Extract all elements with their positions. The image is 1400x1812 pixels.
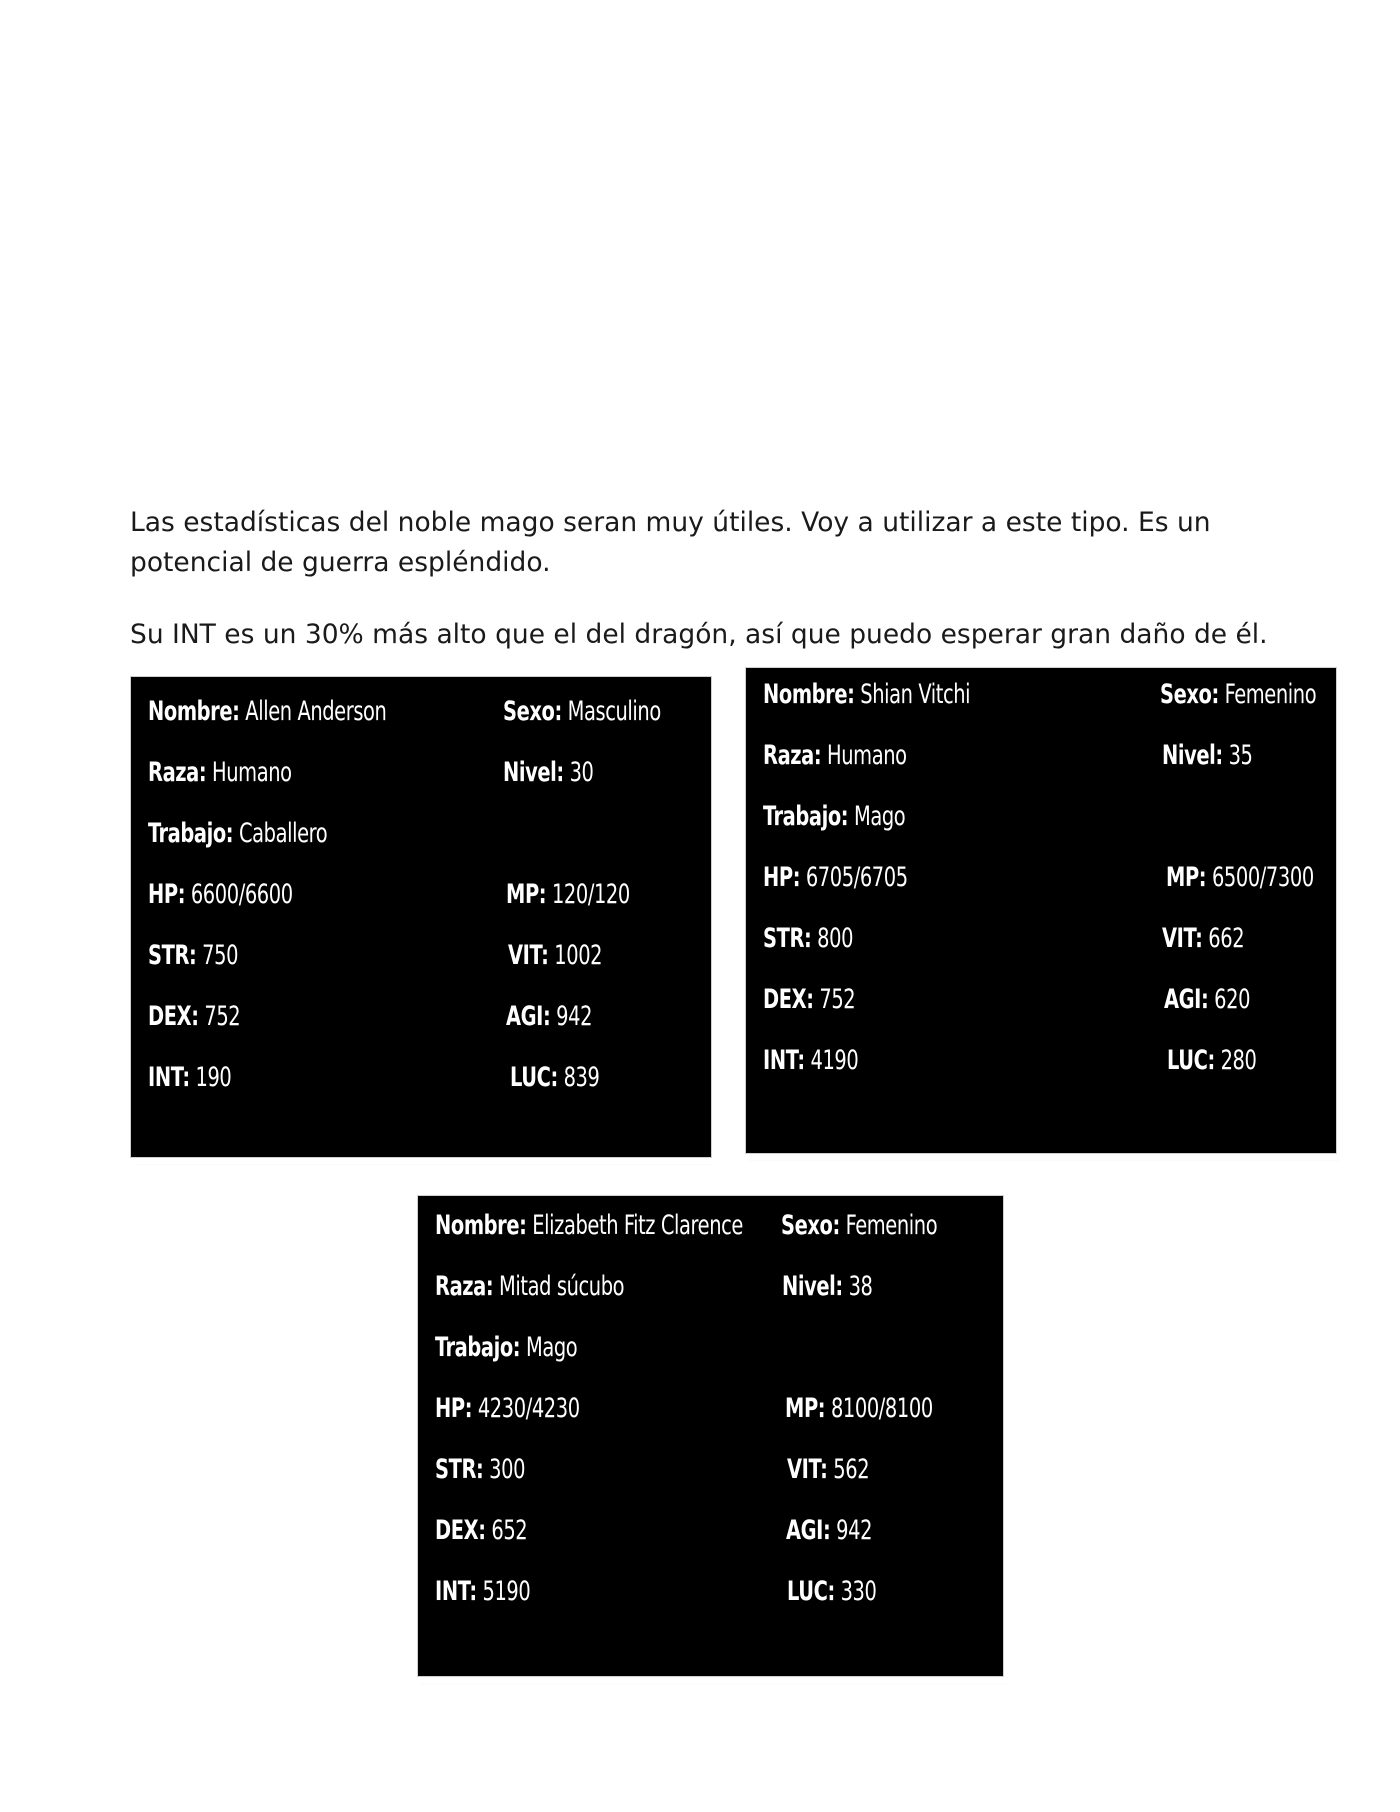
stat-nivel — [1162, 736, 1253, 776]
stat-value: Mitad súcubo — [499, 1271, 625, 1302]
paragraph-intro: Las estadísticas del noble mago seran muy útiles. Voy a utilizar a este tipo. Es un potencial de guerra espléndido. — [130, 507, 1211, 578]
stat-value: 620 — [1214, 984, 1251, 1015]
stat-label: Raza: — [763, 740, 822, 771]
stat-value: Masculino — [567, 696, 661, 727]
stat-mp — [785, 1389, 933, 1429]
stat-label: LUC: — [787, 1576, 835, 1607]
status-card-shian-vitchi — [745, 667, 1337, 1154]
stat-hp — [763, 858, 908, 898]
stat-label: MP: — [785, 1393, 826, 1424]
stat-int — [435, 1572, 530, 1612]
stat-label: LUC: — [510, 1062, 558, 1093]
stat-value: 8100/8100 — [830, 1393, 933, 1424]
stat-value: 752 — [819, 984, 856, 1015]
stat-value: Elizabeth Fitz Clarence — [532, 1210, 743, 1241]
stat-label: DEX: — [763, 984, 814, 1015]
stat-row — [763, 1041, 1326, 1081]
status-card-allen-anderson — [130, 676, 712, 1158]
stat-label: VIT: — [508, 940, 549, 971]
stat-row — [763, 980, 1326, 1020]
stat-hp — [435, 1389, 580, 1429]
stat-value: 190 — [195, 1062, 232, 1093]
stat-row — [148, 875, 701, 915]
stat-nivel — [503, 753, 594, 793]
stat-row — [435, 1206, 993, 1246]
stat-row — [435, 1572, 993, 1612]
stat-agi — [786, 1511, 872, 1551]
stat-value: Humano — [212, 757, 292, 788]
stat-row — [148, 814, 701, 854]
stat-label: Sexo: — [1160, 679, 1219, 710]
stat-value: 300 — [489, 1454, 526, 1485]
stat-row — [148, 997, 701, 1037]
stat-label: Raza: — [148, 757, 207, 788]
stat-row — [763, 736, 1326, 776]
stat-label: HP: — [435, 1393, 473, 1424]
stat-sexo — [1160, 675, 1316, 715]
stat-row — [435, 1267, 993, 1307]
stat-agi — [1164, 980, 1250, 1020]
stat-value: 6500/7300 — [1211, 862, 1314, 893]
stat-value: Allen Anderson — [245, 696, 387, 727]
stat-label: MP: — [1166, 862, 1207, 893]
stat-label: AGI: — [506, 1001, 551, 1032]
stat-value: Shian Vitchi — [860, 679, 971, 710]
stat-value: 30 — [569, 757, 594, 788]
stat-row — [763, 919, 1326, 959]
stat-value: 4230/4230 — [477, 1393, 580, 1424]
stat-label: DEX: — [435, 1515, 486, 1546]
stat-value: Mago — [525, 1332, 578, 1363]
stat-label: STR: — [148, 940, 197, 971]
stat-label: VIT: — [1162, 923, 1203, 954]
stat-label: Sexo: — [781, 1210, 840, 1241]
stat-nivel — [782, 1267, 873, 1307]
stat-value: 750 — [202, 940, 239, 971]
stat-label: AGI: — [1164, 984, 1209, 1015]
stat-int — [763, 1041, 858, 1081]
stat-value: 942 — [556, 1001, 593, 1032]
stat-label: INT: — [763, 1045, 805, 1076]
stat-trabajo — [148, 814, 327, 854]
stat-label: Nivel: — [503, 757, 564, 788]
stat-str — [148, 936, 238, 976]
stat-label: Nombre: — [763, 679, 855, 710]
stat-row — [763, 797, 1326, 837]
stat-vit — [787, 1450, 869, 1490]
stat-label: Raza: — [435, 1271, 494, 1302]
stat-value: 6705/6705 — [805, 862, 908, 893]
stat-label: STR: — [763, 923, 812, 954]
stat-label: DEX: — [148, 1001, 199, 1032]
stat-label: HP: — [763, 862, 801, 893]
stat-mp — [1166, 858, 1314, 898]
stat-value: 562 — [833, 1454, 870, 1485]
stat-mp — [506, 875, 630, 915]
stat-label: Nombre: — [148, 696, 240, 727]
stat-value: 35 — [1228, 740, 1253, 771]
stat-raza — [763, 736, 907, 776]
stat-row — [148, 753, 701, 793]
stat-agi — [506, 997, 592, 1037]
stat-row — [763, 675, 1326, 715]
stat-str — [763, 919, 853, 959]
stat-value: 800 — [817, 923, 854, 954]
stat-row — [148, 1058, 701, 1098]
stat-value: Mago — [853, 801, 906, 832]
stat-vit — [508, 936, 602, 976]
stat-sexo — [781, 1206, 937, 1246]
stat-value: 652 — [491, 1515, 528, 1546]
stat-trabajo — [763, 797, 905, 837]
stat-label: MP: — [506, 879, 547, 910]
stat-row — [763, 858, 1326, 898]
stat-row — [435, 1450, 993, 1490]
stat-nombre — [763, 675, 970, 715]
stat-value: 839 — [563, 1062, 600, 1093]
stat-value: Caballero — [238, 818, 328, 849]
stat-row — [435, 1511, 993, 1551]
stat-str — [435, 1450, 525, 1490]
stat-value: 4190 — [810, 1045, 859, 1076]
stat-row — [435, 1389, 993, 1429]
stat-label: Nivel: — [782, 1271, 843, 1302]
stat-value: 280 — [1220, 1045, 1257, 1076]
stat-value: 38 — [848, 1271, 873, 1302]
stat-label: Sexo: — [503, 696, 562, 727]
stat-label: INT: — [148, 1062, 190, 1093]
stat-dex — [435, 1511, 527, 1551]
stat-label: Trabajo: — [763, 801, 849, 832]
stat-value: Humano — [827, 740, 907, 771]
stat-row — [148, 692, 701, 732]
stat-label: LUC: — [1167, 1045, 1215, 1076]
stat-label: STR: — [435, 1454, 484, 1485]
stat-value: Femenino — [845, 1210, 938, 1241]
stat-value: 752 — [204, 1001, 241, 1032]
stat-luc — [510, 1058, 599, 1098]
stat-label: Nivel: — [1162, 740, 1223, 771]
stat-label: VIT: — [787, 1454, 828, 1485]
stat-dex — [763, 980, 855, 1020]
status-card-elizabeth-fitz-clarence — [417, 1195, 1004, 1677]
stat-label: Nombre: — [435, 1210, 527, 1241]
stat-row — [148, 936, 701, 976]
stat-luc — [787, 1572, 876, 1612]
stat-label: Trabajo: — [435, 1332, 521, 1363]
stat-label: Trabajo: — [148, 818, 234, 849]
stat-raza — [435, 1267, 624, 1307]
stat-value: 120/120 — [551, 879, 630, 910]
stat-value: 942 — [836, 1515, 873, 1546]
stat-value: 1002 — [554, 940, 603, 971]
paragraph-int-comparison: Su INT es un 30% más alto que el del dragón, así que puedo esperar gran daño de él. — [130, 619, 1268, 650]
stat-value: 5190 — [482, 1576, 531, 1607]
stat-value: Femenino — [1224, 679, 1317, 710]
stat-dex — [148, 997, 240, 1037]
stat-vit — [1162, 919, 1244, 959]
stat-raza — [148, 753, 292, 793]
stat-hp — [148, 875, 293, 915]
stat-luc — [1167, 1041, 1256, 1081]
stat-trabajo — [435, 1328, 577, 1368]
stat-label: HP: — [148, 879, 186, 910]
stat-value: 330 — [840, 1576, 877, 1607]
stat-label: INT: — [435, 1576, 477, 1607]
stat-int — [148, 1058, 231, 1098]
stat-nombre — [435, 1206, 743, 1246]
stat-sexo — [503, 692, 661, 732]
stat-label: AGI: — [786, 1515, 831, 1546]
stat-row — [435, 1328, 993, 1368]
stat-value: 6600/6600 — [190, 879, 293, 910]
stat-nombre — [148, 692, 386, 732]
stat-value: 662 — [1208, 923, 1245, 954]
